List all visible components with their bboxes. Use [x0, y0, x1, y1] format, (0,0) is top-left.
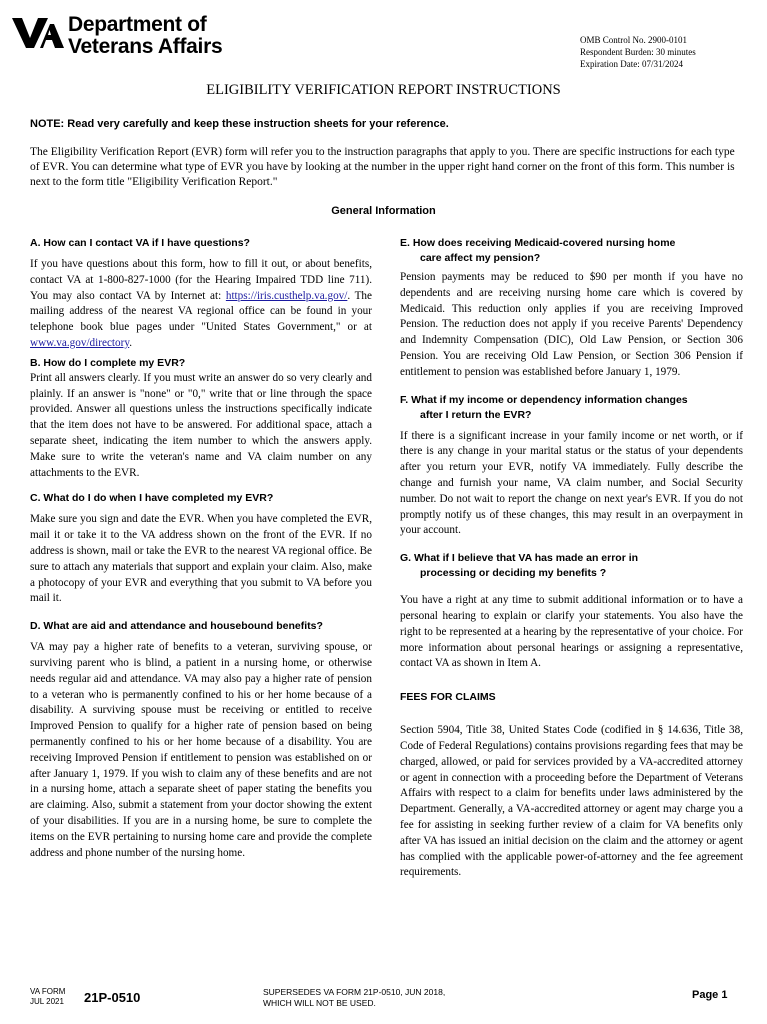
- section-b-text: Print all answers clearly. If you must write an answer do so very clearly and plainly. If an answer is "none" or "0," write that or line through the space provided. Answer all questions unless the instructions specifically indicate that the item does not have to be answered. For additional space, attach a separate sheet, indicating the item number to which the answers apply. Make sure to write the veteran's name and VA claim number on any attachments to the EVR.: [30, 371, 372, 479]
- section-a-text-1: If you have questions about this form, how to fill it out, or about benefits, contact VA at 1-800-827-1000 (for the Hearing Impaired TDD line 711). You may also contact VA by Internet at:: [30, 258, 372, 302]
- section-b: [30, 356, 372, 482]
- section-e-text: Pension payments may be reduced to $90 per month if you have no dependents and are receiving nursing home care which is covered by Medicaid. This reduction only applies if you are receiving Improved Pension. The reduction does not apply if you receive Parents' Dependency and Indemnity Compensation (DIC), Old Law Pension, or Section 306 Pension. You are receiving Old Law Pension, or Section 306 Pension if entitlement to pension was established before January 1, 1979.: [400, 271, 743, 378]
- department-name: [68, 14, 222, 58]
- section-a-text: [30, 257, 372, 352]
- expiration-date: Expiration Date: 07/31/2024: [580, 59, 683, 69]
- note: NOTE: Read very carefully and keep these instruction sheets for your reference.: [30, 118, 449, 130]
- section-d: [30, 619, 372, 861]
- directory-link[interactable]: www.va.gov/directory: [30, 336, 130, 349]
- section-e: [400, 236, 743, 381]
- footer-form-number: 21P-0510: [84, 990, 141, 1005]
- section-g-heading-line1: G. What if I believe that VA has made an error in: [400, 552, 639, 565]
- page-number: Page 1: [692, 989, 728, 1001]
- section-d-heading: D. What are aid and attendance and housebound benefits?: [30, 620, 323, 633]
- section-e-heading-line1: E. How does receiving Medicaid-covered nursing home: [400, 237, 676, 249]
- page-title: ELIGIBILITY VERIFICATION REPORT INSTRUCTIONS: [206, 82, 561, 98]
- omb-info: [580, 34, 696, 70]
- section-f-heading: [400, 393, 743, 423]
- section-fees: [400, 690, 743, 881]
- respondent-burden: Respondent Burden: 30 minutes: [580, 47, 696, 57]
- section-d-text: VA may pay a higher rate of benefits to a veteran, surviving spouse, or surviving parent who is blind, a patient in a nursing home, or otherwise needs regular aid and attendance. VA may also pay a higher rate of pension to a veteran who is permanently confined to his or her home because of a disability. A surviving spouse must be receiving or entitled to receive Improved Pension to qualify for a higher rate of pension based on being permanently confined to his or her home because of a disability. You are receiving Improved Pension if entitlement to pension was established on or after January 1, 1979. If you wish to claim any of these benefits and are not in a nursing home, attach a separate sheet of paper stating the benefits you are claiming. Also, submit a statement from your doctor showing the extent of your disabilities. If you are in a nursing home, be sure to complete the items on the EVR pertaining to nursing home care and provide the complete address and phone number of the nursing home.: [30, 641, 372, 859]
- omb-control: OMB Control No. 2900-0101: [580, 35, 688, 45]
- section-e-heading-line2: care affect my pension?: [420, 252, 541, 264]
- section-f-heading-line2: after I return the EVR?: [420, 408, 532, 421]
- footer-va-form: VA FORM: [30, 987, 66, 996]
- section-c: [30, 491, 372, 607]
- section-g: [400, 551, 743, 672]
- footer-form-label: [30, 987, 65, 1007]
- section-a-text-2: . The mailing address of the nearest VA regional office can be found in your telephone book blue pages under "United States Government," or at: [30, 289, 372, 334]
- department-name-line2: Veterans Affairs: [68, 35, 223, 58]
- footer-supersedes-line2: WHICH WILL NOT BE USED.: [263, 998, 376, 1008]
- department-name-line1: Department of: [68, 13, 207, 36]
- section-a: [30, 236, 372, 352]
- section-a-heading: A. How can I contact VA if I have questions?: [30, 237, 250, 249]
- section-g-heading-line2: processing or deciding my benefits ?: [420, 567, 607, 580]
- footer-date: JUL 2021: [30, 997, 64, 1006]
- section-g-heading: [400, 551, 743, 581]
- left-column: [30, 236, 372, 861]
- section-c-text: Make sure you sign and date the EVR. When you have completed the EVR, mail it or take it to the VA address shown on the front of the EVR. If no address is shown, mail or take the EVR to the nearest VA regional office. Be sure to attach any materials that support and explain your claim. Also, make a photocopy of your EVR and everything that you submit to VA before you mail it.: [30, 513, 372, 605]
- iris-link[interactable]: https://iris.custhelp.va.gov/: [225, 289, 348, 302]
- fees-text: Section 5904, Title 38, United States Code (codified in § 14.636, Title 38, Code of Federal Regulations) contains provisions regarding fees that may be charged, allowed, or paid for services provided by a VA-accredited attorney or agent in connection with a proceeding before the Department of Veterans Affairs with respect to a claim for benefits under laws administered by the Department. Generally, a VA-accredited attorney or agent may charge you a fee for assisting in seeking further review of a claim for VA benefits only after VA has issued an initial decision on the claim and the attorney or agent has complied with the applicable power-of-attorney and the fee agreement requirements.: [400, 724, 743, 879]
- footer-supersedes: [263, 987, 445, 1009]
- footer-supersedes-line1: SUPERSEDES VA FORM 21P-0510, JUN 2018,: [263, 987, 446, 997]
- va-logo-icon: [10, 16, 66, 50]
- section-g-text: You have a right at any time to submit additional information or to have a personal hearing to explain or clarify your statements. You also have the right to be represented at a hearing by the representative of your choice. For more information about personal hearings or assigning a representative, contact VA as shown in Item A.: [400, 594, 743, 670]
- section-c-heading: C. What do I do when I have completed my EVR?: [30, 492, 274, 505]
- section-b-heading: B. How do I complete my EVR?: [30, 356, 186, 369]
- intro-paragraph: The Eligibility Verification Report (EVR) form will refer you to the instruction paragraphs that apply to you. There are specific instructions for each type of EVR. You can determine what type of EVR you have by looking at the number in the upper right hand corner on the front of this form. This number is next to the form title "Eligibility Verification Report.": [30, 146, 735, 188]
- section-f-text: If there is a significant increase in your family income or net worth, or if there is any change in your marital status or the status of your dependents after you return your EVR, notify VA immediately. Fully describe the change and furnish your name, VA claim number, and Social Security number. Do not wait to report the change on next year's EVR. If you do not promptly notify us of these changes, this may result in an overpayment in your account.: [400, 429, 743, 537]
- right-column: [400, 236, 743, 881]
- section-a-text-3: .: [129, 336, 133, 349]
- fees-heading: FEES FOR CLAIMS: [400, 691, 496, 704]
- section-f: [400, 393, 743, 540]
- general-information-heading: General Information: [331, 205, 436, 217]
- section-f-heading-line1: F. What if my income or dependency information changes: [400, 393, 688, 406]
- section-e-heading: [400, 236, 743, 266]
- va-logo: [10, 16, 66, 55]
